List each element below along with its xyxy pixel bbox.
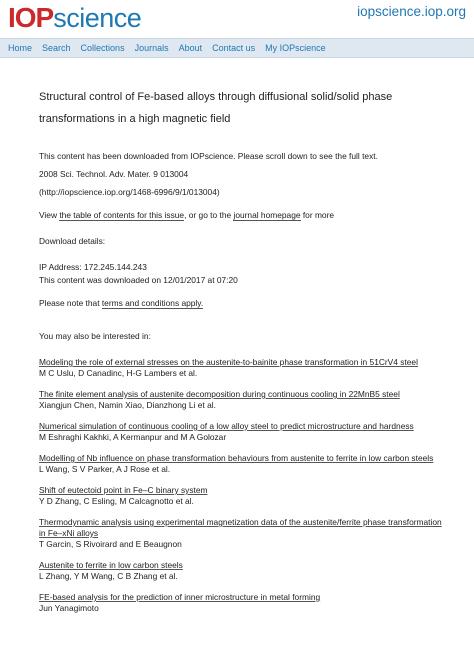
related-article bbox=[39, 389, 449, 411]
related-article bbox=[39, 453, 449, 475]
related-article-authors: T Garcin, S Rivoirard and E Beaugnon bbox=[39, 539, 182, 549]
ip-address: IP Address: 172.245.144.243 bbox=[39, 262, 147, 272]
iopscience-logo[interactable] bbox=[8, 2, 141, 32]
terms-line bbox=[39, 297, 449, 310]
related-article-title[interactable]: FE-based analysis for the prediction of inner microstructure in metal forming bbox=[39, 592, 321, 602]
terms-prefix: Please note that bbox=[39, 298, 102, 308]
logo-science-text: science bbox=[53, 3, 142, 33]
nav-journals[interactable]: Journals bbox=[134, 43, 169, 53]
related-article-authors: M Eshraghi Kakhki, A Kermanpur and M A Golozar bbox=[39, 432, 227, 442]
related-article-authors: Y D Zhang, C Esling, M Calcagnotto et al. bbox=[39, 496, 194, 506]
related-article-title[interactable]: The finite element analysis of austenite decomposition during continuous cooling in 22MnB5 steel bbox=[39, 389, 400, 399]
related-article bbox=[39, 357, 449, 379]
related-article-authors: L Wang, S V Parker, A J Rose et al. bbox=[39, 464, 171, 474]
download-details-heading: Download details: bbox=[39, 236, 106, 246]
article-title: Structural control of Fe-based alloys through diffusional solid/solid phase transformations in a high magnetic field bbox=[39, 91, 393, 125]
related-article bbox=[39, 560, 449, 582]
related-article-authors: Xiangjun Chen, Namin Xiao, Dianzhong Li et al. bbox=[39, 400, 216, 410]
related-article-title[interactable]: Modeling the role of external stresses on the austenite-to-bainite phase transformation in 51CrV4 steel bbox=[39, 357, 418, 367]
also-interested-heading: You may also be interested in: bbox=[39, 331, 151, 341]
view-suffix: for more bbox=[300, 210, 335, 220]
related-article bbox=[39, 517, 449, 550]
nav-collections[interactable]: Collections bbox=[80, 43, 125, 53]
related-article-title[interactable]: Numerical simulation of continuous cooling of a low alloy steel to predict microstructure and hardness bbox=[39, 421, 414, 431]
cover-content bbox=[39, 86, 449, 614]
toc-link[interactable]: the table of contents for this issue bbox=[59, 210, 185, 220]
main-nav bbox=[0, 38, 474, 58]
nav-about[interactable]: About bbox=[178, 43, 203, 53]
journal-homepage-link[interactable]: journal homepage bbox=[233, 210, 301, 220]
related-article-authors: M C Uslu, D Canadinc, H-G Lambers et al. bbox=[39, 368, 198, 378]
related-article-authors: L Zhang, Y M Wang, C B Zhang et al. bbox=[39, 571, 178, 581]
related-article-title[interactable]: Modelling of Nb influence on phase transformation behaviours from austenite to ferrite in low carbon steels bbox=[39, 453, 434, 463]
view-middle: , or go to the bbox=[184, 210, 234, 220]
citation: 2008 Sci. Technol. Adv. Mater. 9 013004 bbox=[39, 169, 189, 179]
related-article-title[interactable]: Shift of eutectoid point in Fe–C binary system bbox=[39, 485, 208, 495]
download-notice: This content has been downloaded from IOPscience. Please scroll down to see the full text. bbox=[39, 151, 378, 161]
doi-url: (http://iopscience.iop.org/1468-6996/9/1/013004) bbox=[39, 187, 220, 197]
view-line bbox=[39, 209, 449, 222]
related-article bbox=[39, 592, 449, 614]
downloaded-on: This content was downloaded on 12/01/2017 at 07:20 bbox=[39, 275, 238, 285]
site-header bbox=[0, 0, 474, 38]
terms-link[interactable]: terms and conditions apply. bbox=[101, 298, 204, 308]
related-article bbox=[39, 421, 449, 443]
related-article bbox=[39, 485, 449, 507]
site-url-link[interactable]: iopscience.iop.org bbox=[357, 4, 466, 19]
related-article-authors: Jun Yanagimoto bbox=[39, 603, 99, 613]
logo-iop-text: IOP bbox=[8, 2, 54, 33]
nav-contact-us[interactable]: Contact us bbox=[212, 43, 256, 53]
related-article-title[interactable]: Austenite to ferrite in low carbon steels bbox=[39, 560, 183, 570]
nav-search[interactable]: Search bbox=[42, 43, 71, 53]
related-article-title[interactable]: Thermodynamic analysis using experimental magnetization data of the austenite/ferrite phase transformation in Fe–xNi alloys bbox=[39, 517, 442, 538]
view-prefix: View bbox=[39, 210, 60, 220]
nav-home[interactable]: Home bbox=[8, 43, 33, 53]
nav-my-iopscience[interactable]: My IOPscience bbox=[265, 43, 326, 53]
